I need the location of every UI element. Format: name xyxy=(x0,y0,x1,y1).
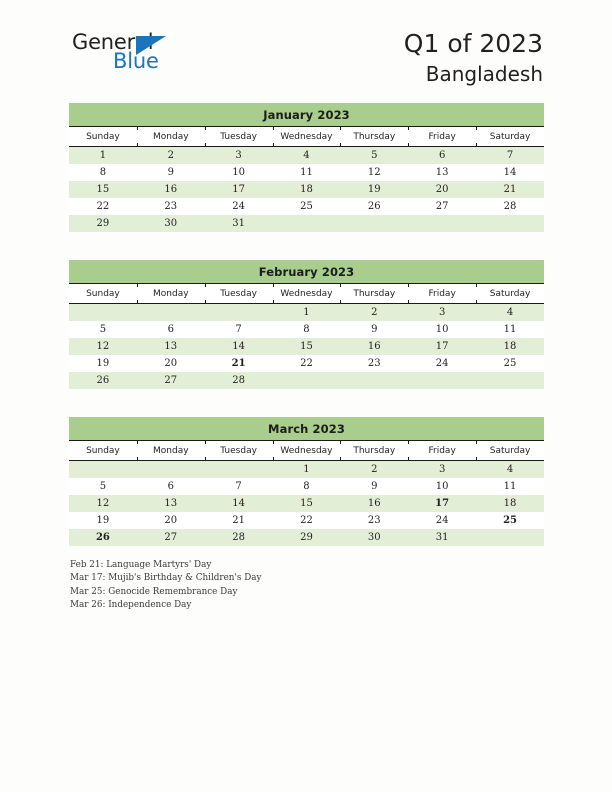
day-cell[interactable]: 3 xyxy=(205,147,273,165)
weekday-header-row xyxy=(69,284,544,304)
holiday-notes-list xyxy=(70,559,530,612)
day-cell[interactable]: 12 xyxy=(69,338,137,355)
day-cell-empty xyxy=(69,304,137,322)
month-title: January 2023 xyxy=(69,103,544,127)
day-cell[interactable]: 30 xyxy=(340,529,408,546)
weekday-header-wednesday: Wednesday xyxy=(273,127,341,147)
day-cell[interactable]: 4 xyxy=(476,304,544,322)
day-cell[interactable]: 17 xyxy=(408,338,476,355)
day-cell-empty xyxy=(408,215,476,232)
weekday-header-friday: Friday xyxy=(408,127,476,147)
day-cell[interactable]: 20 xyxy=(137,355,205,372)
day-cell[interactable]: 28 xyxy=(205,529,273,546)
day-cell[interactable]: 8 xyxy=(69,164,137,181)
weekday-header-tuesday: Tuesday xyxy=(205,127,273,147)
day-cell[interactable]: 16 xyxy=(340,495,408,512)
day-cell[interactable]: 7 xyxy=(476,147,544,165)
day-cell-empty xyxy=(273,372,341,389)
month-block xyxy=(69,103,544,232)
day-cell[interactable]: 23 xyxy=(137,198,205,215)
day-cell[interactable]: 26 xyxy=(340,198,408,215)
holiday-note: Mar 25: Genocide Remembrance Day xyxy=(70,586,238,597)
month-calendar-table xyxy=(69,417,544,546)
brand-logo xyxy=(72,32,232,82)
day-cell-empty xyxy=(340,372,408,389)
weekday-header-sunday: Sunday xyxy=(69,441,137,461)
holiday-note: Mar 26: Independence Day xyxy=(70,599,192,610)
day-cell[interactable]: 15 xyxy=(69,181,137,198)
day-cell[interactable]: 7 xyxy=(205,321,273,338)
brand-logo-text-blue: Blue xyxy=(113,49,159,73)
week-row xyxy=(69,181,544,198)
week-row xyxy=(69,338,544,355)
day-cell[interactable]: 27 xyxy=(408,198,476,215)
day-cell[interactable]: 28 xyxy=(205,372,273,389)
day-cell[interactable]: 18 xyxy=(476,495,544,512)
day-cell-empty xyxy=(476,215,544,232)
page-title-block xyxy=(404,28,543,87)
day-cell[interactable]: 5 xyxy=(69,478,137,495)
day-cell[interactable]: 16 xyxy=(340,338,408,355)
weekday-header-monday: Monday xyxy=(137,284,205,304)
month-title: March 2023 xyxy=(69,417,544,441)
brand-logo-text-general: General xyxy=(72,30,154,54)
day-cell[interactable]: 6 xyxy=(137,321,205,338)
day-cell-holiday[interactable]: 21 xyxy=(205,355,273,372)
weekday-header-saturday: Saturday xyxy=(476,284,544,304)
day-cell-holiday[interactable]: 25 xyxy=(476,512,544,529)
day-cell[interactable]: 7 xyxy=(205,478,273,495)
day-cell[interactable]: 3 xyxy=(408,461,476,479)
day-cell[interactable]: 16 xyxy=(137,181,205,198)
holiday-note: Feb 21: Language Martyrs' Day xyxy=(70,560,212,570)
day-cell[interactable]: 27 xyxy=(137,372,205,389)
day-cell[interactable]: 22 xyxy=(273,355,341,372)
day-cell[interactable]: 13 xyxy=(137,495,205,512)
day-cell[interactable]: 30 xyxy=(137,215,205,232)
day-cell[interactable]: 11 xyxy=(273,164,341,181)
weekday-header-sunday: Sunday xyxy=(69,127,137,147)
weekday-header-saturday: Saturday xyxy=(476,127,544,147)
holiday-note: Mar 17: Mujib's Birthday & Children's Day xyxy=(70,573,262,584)
weekday-header-friday: Friday xyxy=(408,284,476,304)
weekday-header-row xyxy=(69,441,544,461)
week-row xyxy=(69,495,544,512)
day-cell[interactable]: 23 xyxy=(340,512,408,529)
week-row xyxy=(69,147,544,165)
day-cell[interactable]: 20 xyxy=(137,512,205,529)
day-cell[interactable]: 14 xyxy=(476,164,544,181)
weekday-header-thursday: Thursday xyxy=(340,127,408,147)
day-cell[interactable]: 13 xyxy=(408,164,476,181)
month-title: February 2023 xyxy=(69,260,544,284)
week-row xyxy=(69,321,544,338)
week-row xyxy=(69,512,544,529)
day-cell[interactable]: 25 xyxy=(476,355,544,372)
day-cell[interactable]: 9 xyxy=(340,478,408,495)
day-cell[interactable]: 17 xyxy=(205,181,273,198)
day-cell[interactable]: 29 xyxy=(69,215,137,232)
day-cell[interactable]: 10 xyxy=(205,164,273,181)
page-header xyxy=(0,0,612,100)
day-cell[interactable]: 21 xyxy=(476,181,544,198)
day-cell[interactable]: 9 xyxy=(340,321,408,338)
day-cell[interactable]: 11 xyxy=(476,321,544,338)
month-block xyxy=(69,417,544,546)
page-subtitle: Bangladesh xyxy=(425,62,543,87)
day-cell[interactable]: 22 xyxy=(69,198,137,215)
day-cell[interactable]: 2 xyxy=(340,304,408,322)
day-cell[interactable]: 31 xyxy=(205,215,273,232)
day-cell-empty xyxy=(273,215,341,232)
day-cell[interactable]: 14 xyxy=(205,495,273,512)
day-cell[interactable]: 5 xyxy=(340,147,408,165)
weekday-header-monday: Monday xyxy=(137,127,205,147)
month-calendar-table xyxy=(69,260,544,389)
weekday-header-sunday: Sunday xyxy=(69,284,137,304)
day-cell[interactable]: 22 xyxy=(273,512,341,529)
day-cell[interactable]: 5 xyxy=(69,321,137,338)
month-block xyxy=(69,260,544,389)
day-cell[interactable]: 8 xyxy=(273,321,341,338)
day-cell[interactable]: 29 xyxy=(273,529,341,546)
day-cell[interactable]: 26 xyxy=(69,372,137,389)
day-cell[interactable]: 13 xyxy=(137,338,205,355)
week-row xyxy=(69,461,544,479)
day-cell[interactable]: 19 xyxy=(69,512,137,529)
day-cell[interactable]: 12 xyxy=(340,164,408,181)
day-cell[interactable]: 20 xyxy=(408,181,476,198)
day-cell[interactable]: 4 xyxy=(273,147,341,165)
weekday-header-tuesday: Tuesday xyxy=(205,284,273,304)
day-cell[interactable]: 11 xyxy=(476,478,544,495)
day-cell[interactable]: 1 xyxy=(273,461,341,479)
page-title: Q1 of 2023 xyxy=(403,29,543,58)
day-cell[interactable]: 14 xyxy=(205,338,273,355)
day-cell[interactable]: 19 xyxy=(69,355,137,372)
day-cell[interactable]: 27 xyxy=(137,529,205,546)
day-cell-empty xyxy=(137,304,205,322)
weekday-header-monday: Monday xyxy=(137,441,205,461)
week-row xyxy=(69,529,544,546)
weekday-header-thursday: Thursday xyxy=(340,441,408,461)
day-cell[interactable]: 15 xyxy=(273,495,341,512)
day-cell-holiday[interactable]: 17 xyxy=(408,495,476,512)
day-cell[interactable]: 10 xyxy=(408,321,476,338)
calendar-container xyxy=(69,103,544,574)
day-cell[interactable]: 2 xyxy=(340,461,408,479)
weekday-header-thursday: Thursday xyxy=(340,284,408,304)
weekday-header-wednesday: Wednesday xyxy=(273,284,341,304)
day-cell-empty xyxy=(408,372,476,389)
day-cell-empty xyxy=(340,215,408,232)
day-cell[interactable]: 8 xyxy=(273,478,341,495)
week-row xyxy=(69,164,544,181)
day-cell-holiday[interactable]: 26 xyxy=(69,529,137,546)
day-cell[interactable]: 24 xyxy=(205,198,273,215)
day-cell[interactable]: 23 xyxy=(340,355,408,372)
day-cell[interactable]: 1 xyxy=(69,147,137,165)
day-cell[interactable]: 6 xyxy=(137,478,205,495)
week-row xyxy=(69,215,544,232)
day-cell[interactable]: 4 xyxy=(476,461,544,479)
day-cell[interactable]: 18 xyxy=(476,338,544,355)
day-cell[interactable]: 24 xyxy=(408,512,476,529)
day-cell[interactable]: 18 xyxy=(273,181,341,198)
day-cell[interactable]: 3 xyxy=(408,304,476,322)
day-cell[interactable]: 9 xyxy=(137,164,205,181)
day-cell-empty xyxy=(69,461,137,479)
week-row xyxy=(69,478,544,495)
week-row xyxy=(69,198,544,215)
day-cell[interactable]: 15 xyxy=(273,338,341,355)
day-cell[interactable]: 28 xyxy=(476,198,544,215)
weekday-header-tuesday: Tuesday xyxy=(205,441,273,461)
day-cell[interactable]: 1 xyxy=(273,304,341,322)
day-cell[interactable]: 10 xyxy=(408,478,476,495)
weekday-header-friday: Friday xyxy=(408,441,476,461)
week-row xyxy=(69,304,544,322)
day-cell[interactable]: 2 xyxy=(137,147,205,165)
day-cell-empty xyxy=(205,461,273,479)
weekday-header-wednesday: Wednesday xyxy=(273,441,341,461)
day-cell-empty xyxy=(476,372,544,389)
week-row xyxy=(69,372,544,389)
day-cell[interactable]: 31 xyxy=(408,529,476,546)
day-cell[interactable]: 24 xyxy=(408,355,476,372)
day-cell-empty xyxy=(137,461,205,479)
day-cell-empty xyxy=(205,304,273,322)
month-calendar-table xyxy=(69,103,544,232)
day-cell[interactable]: 19 xyxy=(340,181,408,198)
day-cell-empty xyxy=(476,529,544,546)
weekday-header-row xyxy=(69,127,544,147)
day-cell[interactable]: 21 xyxy=(205,512,273,529)
week-row xyxy=(69,355,544,372)
weekday-header-saturday: Saturday xyxy=(476,441,544,461)
day-cell[interactable]: 12 xyxy=(69,495,137,512)
day-cell[interactable]: 6 xyxy=(408,147,476,165)
day-cell[interactable]: 25 xyxy=(273,198,341,215)
